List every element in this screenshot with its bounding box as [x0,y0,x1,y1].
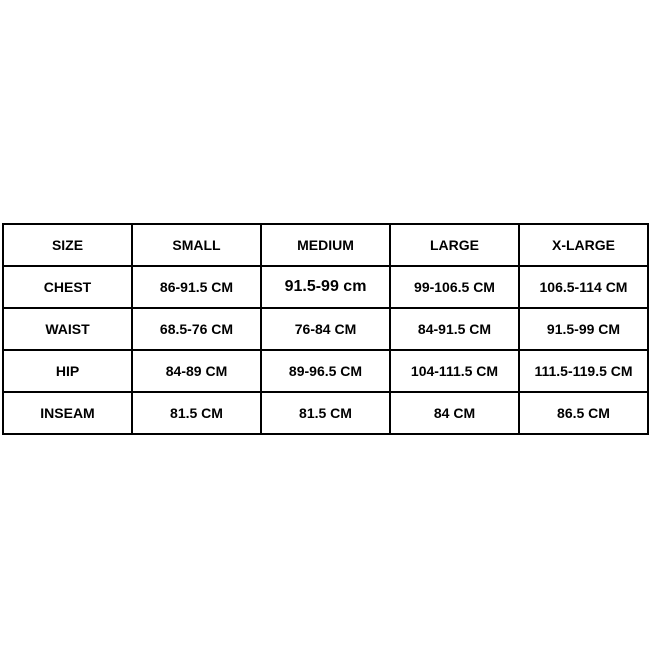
table-cell: 81.5 CM [132,392,261,434]
table-cell: 111.5-119.5 CM [519,350,648,392]
row-label-waist: WAIST [3,308,132,350]
table-cell: 84-91.5 CM [390,308,519,350]
table-cell: 84-89 CM [132,350,261,392]
row-label-inseam: INSEAM [3,392,132,434]
table-row-chest [3,266,648,308]
header-cell-medium: MEDIUM [261,224,390,266]
table-cell: 84 CM [390,392,519,434]
table-cell: 86-91.5 CM [132,266,261,308]
table-cell: 91.5-99 CM [519,308,648,350]
table-cell: 81.5 CM [261,392,390,434]
header-cell-x-large: X-LARGE [519,224,648,266]
table-cell: 91.5-99 cm [261,266,390,308]
row-label-hip: HIP [3,350,132,392]
table-cell: 104-111.5 CM [390,350,519,392]
header-row [3,224,648,266]
table-cell: 86.5 CM [519,392,648,434]
table-cell: 99-106.5 CM [390,266,519,308]
table-row-inseam [3,392,648,434]
size-chart-table [2,223,649,435]
table-row-waist [3,308,648,350]
table-cell: 89-96.5 CM [261,350,390,392]
header-cell-small: SMALL [132,224,261,266]
table-cell: 68.5-76 CM [132,308,261,350]
header-cell-large: LARGE [390,224,519,266]
table-cell: 76-84 CM [261,308,390,350]
header-cell-size: SIZE [3,224,132,266]
table-row-hip [3,350,648,392]
table-cell: 106.5-114 CM [519,266,648,308]
row-label-chest: CHEST [3,266,132,308]
